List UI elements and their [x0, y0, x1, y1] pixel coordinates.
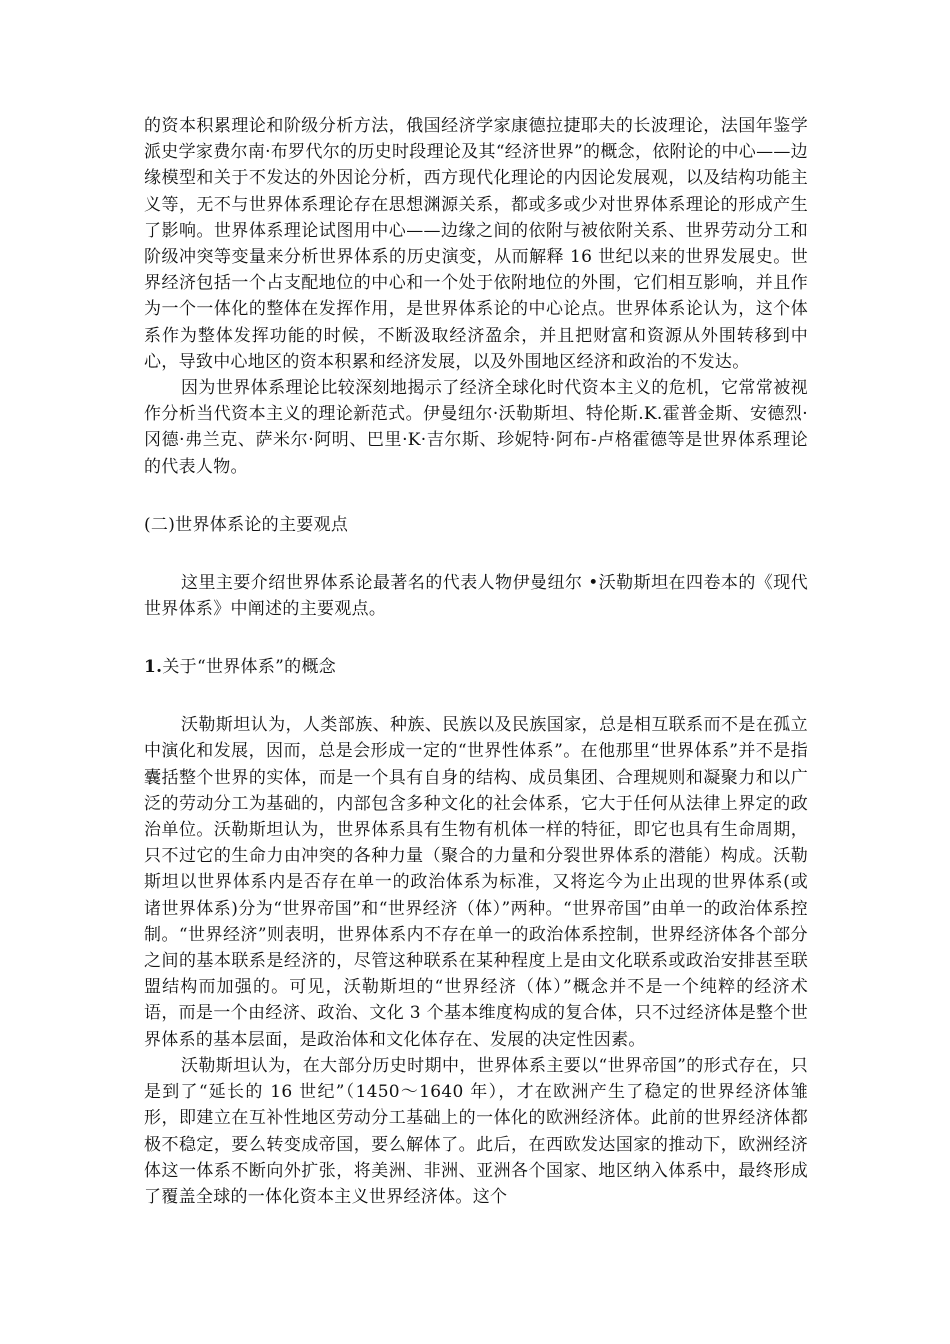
subsection-title: 关于“世界体系”的概念 [162, 657, 337, 678]
subsection-number: 1. [144, 657, 163, 678]
body-paragraph-world-system-concept: 沃勒斯坦认为，人类部族、种族、民族以及民族国家，总是相互联系而不是在孤立中演化和发展，因而，总是会形成一定的“世界性体系”。在他那里“世界体系”并不是指囊括整个世界的实体，而是一个具有自身的结构、成员集团、合理规则和凝聚力和以广泛的劳动分工为基础的，内部包含多种文化的社会体系，它大于任何从法律上界定的政治单位。沃勒斯坦认为，世界体系具有生物有机体一样的特征，即它也具有生命周期，只不过它的生命力由冲突的各种力量（聚合的力量和分裂世界体系的潜能）构成。沃勒斯坦以世界体系内是否存在单一的政治体系为标准，又将迄今为止出现的世界体系(或诸世界体系)分为“世界帝国”和“世界经济（体）”两种。“世界帝国”由单一的政治体系控制。“世界经济”则表明，世界体系内不存在单一的政治体系控制，世界经济体各个部分之间的基本联系是经济的，尽管这种联系在某种程度上是由文化联系或政治安排甚至联盟结构而加强的。可见，沃勒斯坦的“世界经济（体）”概念并不是一个纯粹的经济术语，而是一个由经济、政治、文化 3 个基本维度构成的复合体，只不过经济体是整个世界体系的基本层面，是政治体和文化体存在、发展的决定性因素。 [144, 715, 808, 1050]
body-paragraph-continued: 的资本积累理论和阶级分析方法，俄国经济学家康德拉捷耶夫的长波理论，法国年鉴学派史学家费尔南·布罗代尔的历史时段理论及其“经济世界”的概念，依附论的中心——边缘模型和关于不发达的外因论分析，西方现代化理论的内因论发展观，以及结构功能主义等，无不与世界体系理论存在思想渊源关系，都或多或少对世界体系理论的形成产生了影响。世界体系理论试图用中心——边缘之间的依附与被依附关系、世界劳动分工和阶级冲突等变量来分析世界体系的历史演变，从而解释 16 世纪以来的世界发展史。世界经济包括一个占支配地位的中心和一个处于依附地位的外围，它们相互影响，并且作为一个一体化的整体在发挥作用，是世界体系论的中心论点。世界体系论认为，这个体系作为整体发挥功能的时候，不断汲取经济盈余，并且把财富和资源从外围转移到中心，导致中心地区的资本积累和经济发展，以及外围地区经济和政治的不发达。 [144, 116, 808, 372]
document-body [144, 113, 808, 1210]
section-intro-paragraph: 这里主要介绍世界体系论最著名的代表人物伊曼纽尔 •沃勒斯坦在四卷本的《现代世界体系》中阐述的主要观点。 [144, 572, 808, 620]
subsection-heading [144, 654, 808, 680]
body-paragraph-representatives: 因为世界体系理论比较深刻地揭示了经济全球化时代资本主义的危机，它常常被视作分析当代资本主义的理论新范式。伊曼纽尔·沃勒斯坦、特伦斯.K.霍普金斯、安德烈·冈德·弗兰克、萨米尔·阿明、巴里·K·吉尔斯、珍妮特·阿布-卢格霍德等是世界体系理论的代表人物。 [144, 378, 808, 477]
section-heading: (二)世界体系论的主要观点 [144, 514, 349, 535]
body-paragraph-world-economy-history: 沃勒斯坦认为，在大部分历史时期中，世界体系主要以“世界帝国”的形式存在，只是到了“延长的 16 世纪”（1450～1640 年），才在欧洲产生了稳定的世界经济体雏形，即建立在互补性地区劳动分工基础上的一体化的欧洲经济体。此前的世界经济体都极不稳定，要么转变成帝国，要么解体了。此后，在西欧发达国家的推动下，欧洲经济体这一体系不断向外扩张，将美洲、非洲、亚洲各个国家、地区纳入体系中，最终形成了覆盖全球的一体化资本主义世界经济体。这个 [144, 1055, 808, 1207]
